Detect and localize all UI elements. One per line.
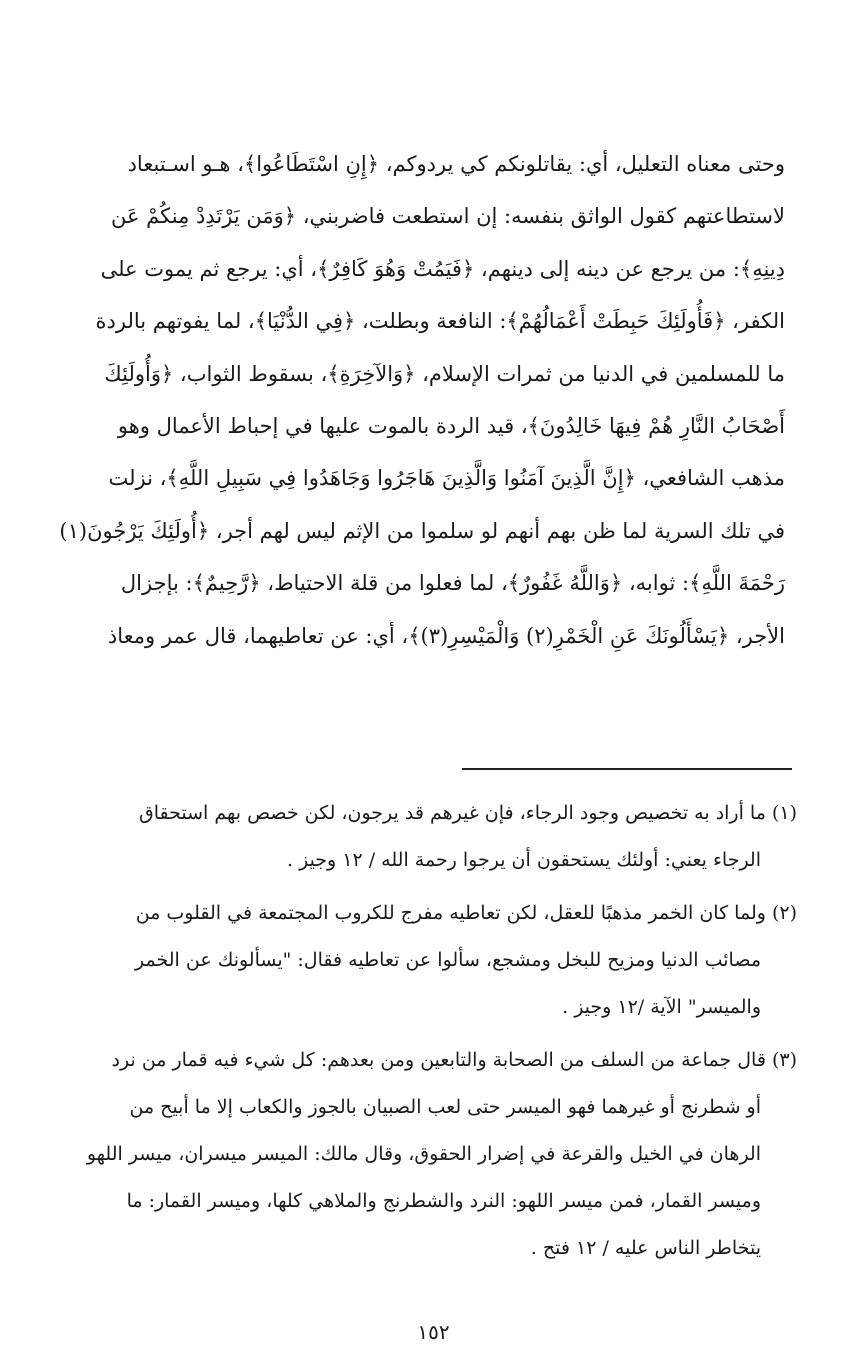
footnote-line: وميسر القمار، فمن ميسر اللهو: النرد والشطرنج والملاهي كلها، وميسر القمار: ما: [126, 1190, 761, 1212]
footnote-line: (٣) قال جماعة من السلف من الصحابة والتابعين ومن بعدهم: كل شيء فيه قمار من نرد: [111, 1049, 797, 1071]
footnote-line: مصائب الدنيا ومزيح للبخل ومشجع، سألوا عن تعاطيه فقال: "يسألونك عن الخمر: [135, 949, 761, 971]
text-line: أَصْحَابُ النَّارِ هُمْ فِيهَا خَالِدُونَ﴾، قيد الردة بالموت عليها في إحباط الأعمال وهو: [117, 413, 785, 438]
footnote-line: (٢) ولما كان الخمر مذهبًا للعقل، لكن تعاطيه مفرج للكروب المجتمعة في القلوب من: [135, 902, 797, 924]
text-line: الكفر، ﴿فَأُولَئِكَ حَبِطَتْ أَعْمَالُهُمْ﴾: النافعة وبطلت، ﴿فِي الدُّنْيَا﴾، لما يفوتهم بالردة: [95, 309, 785, 334]
text-line: في تلك السرية لما ظن بهم أنهم لو سلموا من الإثم ليس لهم أجر، ﴿أُولَئِكَ يَرْجُونَ(١): [59, 518, 785, 543]
footnote-line: يتخاطر الناس عليه / ١٢ فتح .: [530, 1237, 761, 1259]
footnote-line: الرهان في الخيل والقرعة في إضرار الحقوق، وقال مالك: الميسر ميسران، ميسر اللهو: [86, 1143, 761, 1165]
footnote-line: والميسر" الآية /١٢ وجيز .: [562, 996, 761, 1018]
footnotes: [72, 790, 797, 1278]
footnote-1: [72, 790, 797, 884]
footnote-divider: [462, 768, 792, 770]
text-line: الأجر، ﴿يَسْأَلُونَكَ عَنِ الْخَمْرِ(٢) وَالْمَيْسِرِ(٣)﴾، أي: عن تعاطيهما، قال عمر ومعاذ: [107, 623, 785, 648]
main-text: [59, 138, 785, 662]
text-line: وحتى معناه التعليل، أي: يقاتلونكم كي يردوكم، ﴿إِنِ اسْتَطَاعُوا﴾، هـو اسـتبعاد: [127, 152, 785, 176]
text-line: دِينِهِ﴾: من يرجع عن دينه إلى دينهم، ﴿فَيَمُتْ وَهُوَ كَافِرٌ﴾، أي: يرجع ثم يموت على: [100, 256, 785, 281]
text-line: مذهب الشافعي، ﴿إِنَّ الَّذِينَ آمَنُوا وَالَّذِينَ هَاجَرُوا وَجَاهَدُوا فِي سَبِيلِ اللَّهِ﴾، نزلت: [108, 466, 785, 491]
footnote-line: أو شطرنج أو غيرهما فهو الميسر حتى لعب الصبيان بالجوز والكعاب إلا ما أبيح من: [129, 1096, 761, 1118]
footnote-3: [72, 1037, 797, 1272]
footnote-line: الرجاء يعني: أولئك يستحقون أن يرجوا رحمة الله / ١٢ وجيز .: [287, 849, 761, 871]
text-line: رَحْمَةَ اللَّهِ﴾: ثوابه، ﴿وَاللَّهُ غَفُورٌ﴾، لما فعلوا من قلة الاحتياط، ﴿رَّحِيمٌ﴾: بإجزال: [120, 571, 785, 596]
footnote-2: [72, 890, 797, 1031]
footnote-line: (١) ما أراد به تخصيص وجود الرجاء، فإن غيرهم قد يرجون، لكن خصص بهم استحقاق: [138, 802, 797, 824]
text-line: ما للمسلمين في الدنيا من ثمرات الإسلام، ﴿وَالآخِرَةِ﴾، بسقوط الثواب، ﴿وَأُولَئِكَ: [104, 361, 785, 386]
text-line: لاستطاعتهم كقول الواثق بنفسه: إن استطعت فاضربني، ﴿وَمَن يَرْتَدِدْ مِنكُمْ عَن: [110, 204, 785, 229]
page-number: ١٥٢: [417, 1320, 450, 1344]
